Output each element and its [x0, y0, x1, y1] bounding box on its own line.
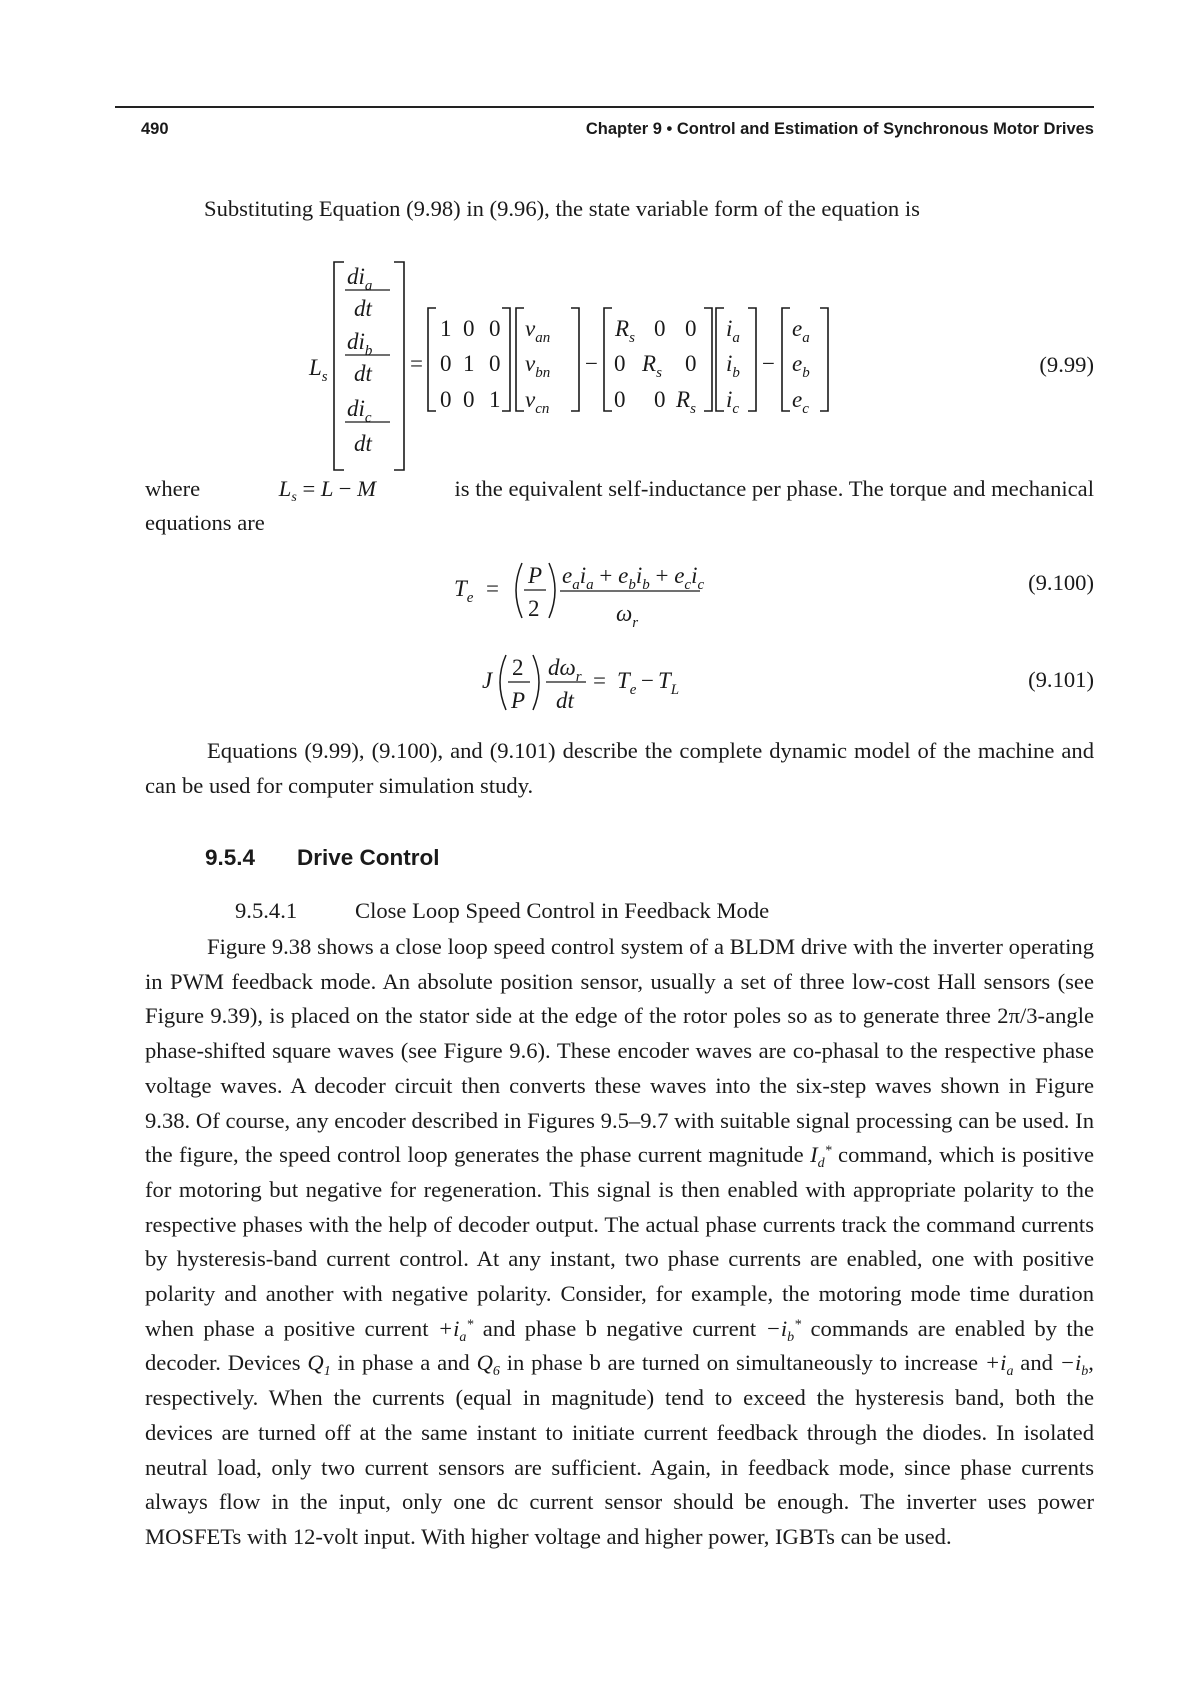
- body-text-1: Figure 9.38 shows a close loop speed control system of a BLDM drive with the inverter operating in PWM feedback mode. An absolute position sensor, usually a set of three low-cost Hall sensors (see Figure 9.39), is placed on the stator side at the edge of the rotor poles so as to generate three 2π/3-angle phase-shifted square waves (see Figure 9.6). These encoder waves are co-phasal to the respective phase voltage waves. A decoder circuit then converts these waves into the six-step waves shown in Figure 9.38. Of course, any encoder described in Figures 9.5–9.7 with suitable signal processing can be used. In the figure, the speed control loop generates the phase current magnitude: [145, 934, 1094, 1168]
- svg-text:ic: $i_c$: [726, 387, 740, 417]
- svg-text:eaia + ebib + ecic: $e_ai_a + e_bi_b + e_ci_c$: [562, 563, 705, 593]
- svg-text:Rs: $R_s$: [676, 387, 696, 417]
- svg-text:dt: dt: [354, 361, 372, 386]
- where-word: where: [145, 476, 201, 501]
- subsection-number: 9.5.4.1: [235, 898, 298, 923]
- svg-text:0: 0: [489, 351, 501, 376]
- svg-text:van: $v_{an}$: [525, 316, 551, 346]
- svg-text:0: 0: [685, 316, 697, 341]
- body-text-2: command, which is positive for motoring but negative for regeneration. This signal is then enabled with appropriate polarity to the respective phases with the help of decoder output. The actual phase currents track the command currents by hysteresis-band current control. At any instant, two phase currents are enabled, one with positive polarity and another with negative polarity. Consider, for example, the motoring mode time duration when phase a positive current: [145, 1142, 1094, 1341]
- svg-text:dωr: $d\omega_r$: [548, 655, 582, 685]
- svg-text:=: =: [410, 351, 423, 376]
- svg-text:0: 0: [489, 316, 501, 341]
- equation-9-100: [450, 555, 730, 645]
- svg-text:1: 1: [489, 387, 501, 412]
- svg-text:−: −: [762, 351, 775, 376]
- svg-text:vcn: $v_{cn}$: [525, 387, 550, 417]
- math-q1: $Q_1$: [307, 1350, 331, 1380]
- equation-9-101: [478, 645, 708, 735]
- svg-text:1: 1: [440, 316, 452, 341]
- ls-definition: $L_s = L - M$: [278, 476, 376, 505]
- math-ib-star: $-i_b^*$: [765, 1315, 802, 1345]
- where-suffix: is the equivalent self-inductance per phase. The torque and mechanical: [454, 476, 1094, 501]
- body-paragraph: Figure 9.38 shows a close loop speed control system of a BLDM drive with the inverter operating in PWM feedback mode. An absolute position sensor, usually a set of three low-cost Hall sensors (see Figure 9.39), is placed on the stator side at the edge of the rotor poles so as to generate three 2π/3-angle phase-shifted square waves (see Figure 9.6). These encoder waves are co-phasal to the respective phase voltage waves. A decoder circuit then converts these waves into the six-step waves shown in Figure 9.38. Of course, any encoder described in Figures 9.5–9.7 with suitable signal processing can be used. In the figure, the speed control loop generates the phase current magnitude $I_d^*$ command, which is positive for motoring but negative for regeneration. This signal is then enabled with appropriate polarity to the respective phases with the help of decoder output. The actual phase currents track the command currents by hysteresis-band current control. At any instant, two phase currents are enabled, one with positive polarity and another with negative polarity. Consider, for example, the motoring mode time duration when phase a positive current $+i_a^*$ and phase b negative current $-i_b^*$ commands are enabled by the decoder. Devices $Q_1$ in phase a and $Q_6$ in phase b are turned on simultaneously to increase $+i_a$ and $-i_b$, respectively. When the currents (equal in magnitude) tend to exceed the hysteresis band, both the devices are turned off at the same instant to initiate current feedback through the diodes. In isolated neutral load, only two current sensors are sufficient. Again, in feedback mode, since phase currents always flow in the input, only one dc current sensor should be enough. The inverter uses power MOSFETs with 12-volt input. With higher voltage and higher power, IGBTs can be used.: [145, 934, 1094, 1549]
- body-text-6: in phase b are turned on simultaneously to increase: [506, 1350, 979, 1376]
- math-id-star: $I_d^*$: [810, 1142, 832, 1172]
- svg-text:0: 0: [440, 351, 452, 376]
- svg-text:=: =: [486, 576, 499, 601]
- svg-text:0: 0: [440, 387, 452, 412]
- svg-text:Rs: $R_s$: [642, 351, 662, 381]
- svg-text:0: 0: [685, 351, 697, 376]
- equation-9-99: [290, 258, 910, 478]
- equation-number-9-101: (9.101): [1028, 667, 1094, 692]
- body-text-8: respectively. When the currents (equal in magnitude) tend to exceed the hysteresis band, both the devices are turned off at the same instant to initiate current feedback through the diodes. In isolated neutral load, only two current sensors are sufficient. Again, in feedback mode, since phase currents always flow in the input, only one dc current sensor should be enough. The inverter uses power MOSFETs with 12-volt input. With higher voltage and higher power, IGBTs can be used.: [145, 1385, 1094, 1549]
- subsection-title: Close Loop Speed Control in Feedback Mode: [355, 898, 770, 923]
- svg-text:ib: $i_b$: [726, 351, 740, 381]
- body-text-5: in phase a and: [337, 1350, 470, 1376]
- where-line: [145, 476, 1094, 505]
- intro-text: Substituting Equation (9.98) in (9.96), the state variable form of the equation is: [204, 196, 920, 221]
- svg-text:0: 0: [463, 387, 475, 412]
- math-q6: $Q_6$: [476, 1350, 500, 1380]
- svg-text:=: =: [593, 668, 606, 693]
- svg-text:TL: $T_L$: [658, 668, 680, 698]
- svg-text:P: P: [528, 563, 543, 588]
- equation-number-9-99: (9.99): [1039, 352, 1094, 377]
- header-rule: [115, 106, 1094, 108]
- svg-text:Te: $T_e$: [617, 668, 637, 698]
- svg-text:0: 0: [654, 387, 666, 412]
- summary-paragraph: [145, 734, 1094, 803]
- svg-text:0: 0: [654, 316, 666, 341]
- section-title: Drive Control: [297, 845, 440, 870]
- eq-lhs-L: $L_s$: [309, 355, 328, 385]
- section-number: 9.5.4: [205, 845, 256, 870]
- svg-text:dib: $di_b$: [347, 329, 373, 359]
- running-header: Chapter 9 • Control and Estimation of Synchronous Motor Drives: [585, 120, 1094, 138]
- svg-text:ea: $e_a$: [792, 316, 810, 346]
- svg-text:eb: $e_b$: [792, 351, 810, 381]
- svg-text:dt: dt: [354, 296, 372, 321]
- page-number: 490: [141, 120, 169, 138]
- svg-text:1: 1: [463, 351, 475, 376]
- svg-text:J: J: [482, 668, 493, 693]
- body-text-4: commands are enabled by the decoder. Devices: [145, 1315, 1094, 1376]
- svg-text:0: 0: [614, 387, 626, 412]
- summary-text: Equations (9.99), (9.100), and (9.101) describe the complete dynamic model of the machine and can be used for computer simulation study.: [145, 738, 1094, 798]
- body-text-3: and phase b negative current: [482, 1315, 757, 1341]
- svg-text:0: 0: [614, 351, 626, 376]
- svg-text:dt: dt: [556, 688, 574, 713]
- svg-text:dt: dt: [354, 431, 372, 456]
- svg-text:−: −: [641, 668, 654, 693]
- equation-number-9-100: (9.100): [1028, 570, 1094, 595]
- svg-text:dia: $di_a$: [347, 264, 373, 294]
- svg-text:2: 2: [512, 655, 524, 680]
- svg-text:Rs: $R_s$: [615, 316, 635, 346]
- svg-text:0: 0: [463, 316, 475, 341]
- svg-text:ia: $i_a$: [726, 316, 740, 346]
- svg-text:dic: $di_c$: [347, 396, 372, 426]
- svg-text:ec: $e_c$: [792, 387, 809, 417]
- svg-text:ωr: $\omega_r$: [616, 601, 639, 631]
- body-text-7: and: [1020, 1350, 1053, 1376]
- math-ia-star: $+i_a^*$: [437, 1315, 474, 1345]
- svg-text:2: 2: [528, 596, 540, 621]
- svg-text:−: −: [585, 351, 598, 376]
- math-ia: $+i_a$: [984, 1350, 1014, 1380]
- svg-text:vbn: $v_{bn}$: [525, 351, 551, 381]
- svg-text:Te: $T_e$: [454, 576, 474, 606]
- where-continuation: equations are: [145, 510, 265, 535]
- math-ib: $-i_b$: [1059, 1350, 1089, 1380]
- svg-text:P: P: [511, 688, 526, 713]
